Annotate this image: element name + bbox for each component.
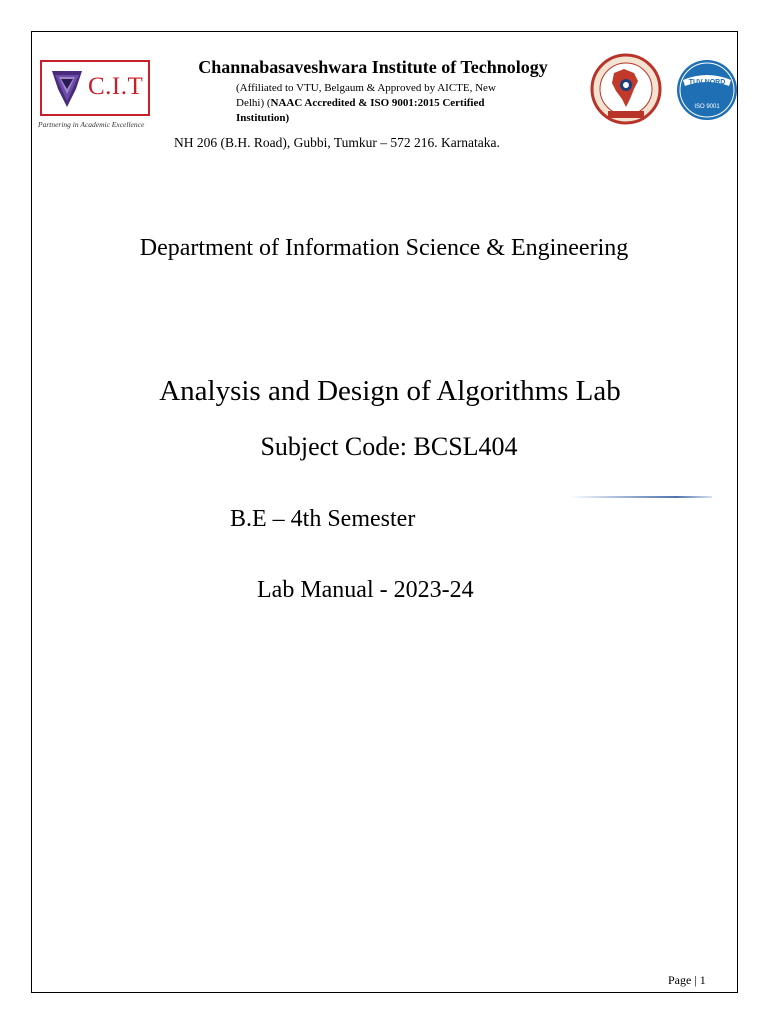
lab-manual-label: Lab Manual - 2023-24 <box>257 577 474 603</box>
affiliation-line-3: Institution) <box>236 112 290 124</box>
naac-seal-icon <box>590 53 662 125</box>
tuv-nord-logo <box>675 58 739 122</box>
subject-title: Analysis and Design of Algorithms Lab <box>159 375 621 407</box>
tuv-label: TUV NORD <box>688 79 726 86</box>
cit-logo-box <box>40 60 150 116</box>
tuv-certification-icon <box>675 58 739 122</box>
shield-icon <box>50 67 84 109</box>
affiliation-line-2-bold: NAAC Accredited & ISO 9001:2015 Certified <box>270 97 485 109</box>
semester-label: B.E – 4th Semester <box>230 506 416 532</box>
affiliation-text <box>236 81 546 126</box>
affiliation-line-2-plain: Delhi) ( <box>236 97 271 109</box>
institute-address: NH 206 (B.H. Road), Gubbi, Tumkur – 572 216. Karnataka. <box>174 135 500 150</box>
cit-logo-text: C.I.T <box>88 73 144 100</box>
naac-logo <box>590 53 662 125</box>
naac-label: NAAC <box>633 94 648 100</box>
institute-name: Channabasaveshwara Institute of Technology <box>198 57 548 77</box>
decorative-rule <box>570 496 712 498</box>
affiliation-line-1: (Affiliated to VTU, Belgaum & Approved by AICTE, New <box>236 82 496 94</box>
tuv-sub-label: ISO 9001 <box>694 104 720 110</box>
cit-logo <box>38 58 155 134</box>
affiliation-line-2 <box>236 96 546 111</box>
cit-tagline: Partnering in Academic Excellence <box>38 120 145 129</box>
page-number: Page | 1 <box>668 973 706 987</box>
department-name: Department of Information Science & Engineering <box>139 235 629 261</box>
subject-code: Subject Code: BCSL404 <box>260 432 518 461</box>
